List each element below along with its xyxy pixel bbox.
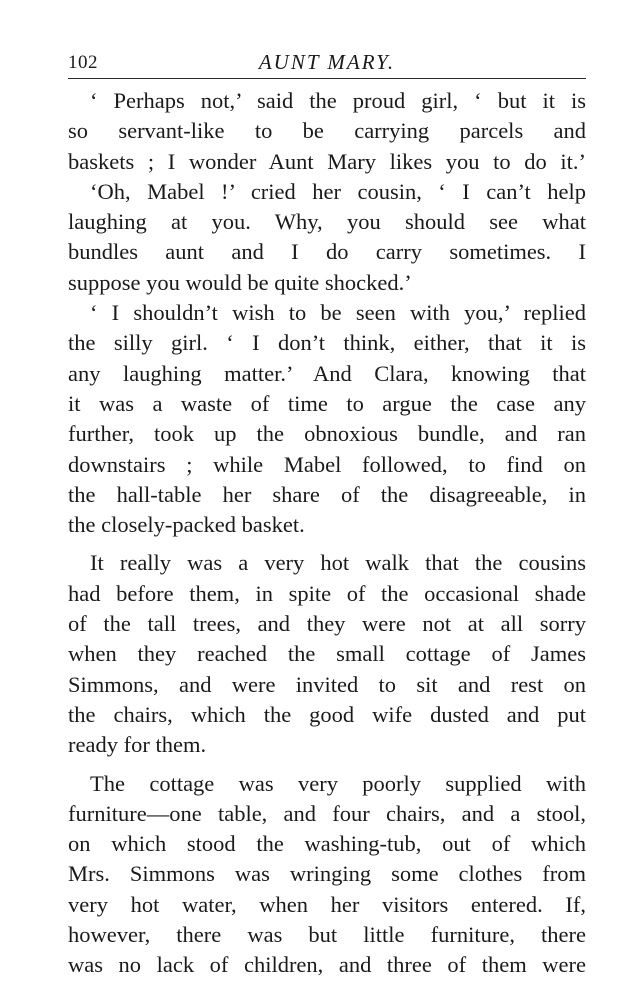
paragraph-3 xyxy=(68,298,586,540)
text-line: Simmons, and were invited to sit and rest on xyxy=(68,671,586,697)
text-line: The cottage was very poorly supplied with xyxy=(90,770,586,796)
text-line: ‘Oh, Mabel !’ cried her cousin, ‘ I can’t help xyxy=(90,178,586,204)
page-number: 102 xyxy=(68,52,98,73)
text-line: downstairs ; while Mabel followed, to find on xyxy=(68,451,586,477)
text-line: Mrs. Simmons was wringing some clothes from xyxy=(68,861,586,887)
text-line: the closely-packed basket. xyxy=(68,512,305,538)
text-line: of the tall trees, and they were not at all sorry xyxy=(68,611,586,637)
paragraph-1 xyxy=(68,86,586,177)
text-line: the chairs, which the good wife dusted and put xyxy=(68,701,586,727)
text-line: however, there was but little furniture, there xyxy=(68,922,586,948)
text-line: ‘ Perhaps not,’ said the proud girl, ‘ but it is xyxy=(90,88,586,113)
text-line: further, took up the obnoxious bundle, and ran xyxy=(68,421,586,447)
text-line: furniture—one table, and four chairs, and a stool, xyxy=(68,800,586,826)
header-rule xyxy=(68,78,586,79)
text-line: so servant-like to be carrying parcels and xyxy=(68,118,586,144)
text-line: suppose you would be quite shocked.’ xyxy=(68,269,412,295)
running-title: AUNT MARY. xyxy=(258,50,396,74)
text-line: the silly girl. ‘ I don’t think, either, that it is xyxy=(68,330,586,356)
text-line: had before them, in spite of the occasional shade xyxy=(68,580,586,606)
text-line: when they reached the small cottage of James xyxy=(68,641,586,667)
text-line: baskets ; I wonder Aunt Mary likes you to do it.’ xyxy=(68,148,586,174)
paragraph-5 xyxy=(68,769,586,981)
text-line: very hot water, when her visitors entered. If, xyxy=(68,891,586,917)
text-line: laughing at you. Why, you should see what xyxy=(68,209,586,235)
text-line: on which stood the washing-tub, out of which xyxy=(68,831,586,857)
text-line: bundles aunt and I do carry sometimes. I xyxy=(68,239,586,265)
text-line: It really was a very hot walk that the cousins xyxy=(90,550,586,576)
text-line: it was a waste of time to argue the case any xyxy=(68,390,586,416)
running-head xyxy=(68,44,586,78)
text-line: ‘ I shouldn’t wish to be seen with you,’ replied xyxy=(90,300,586,326)
text-line: the hall-table her share of the disagreeable, in xyxy=(68,481,586,507)
body-text xyxy=(68,86,586,981)
text-line: was no lack of children, and three of them were xyxy=(68,952,586,978)
text-line: ready for them. xyxy=(68,732,207,758)
text-line: any laughing matter.’ And Clara, knowing that xyxy=(68,360,586,386)
paragraph-4 xyxy=(68,548,586,760)
paragraph-2 xyxy=(68,177,586,298)
